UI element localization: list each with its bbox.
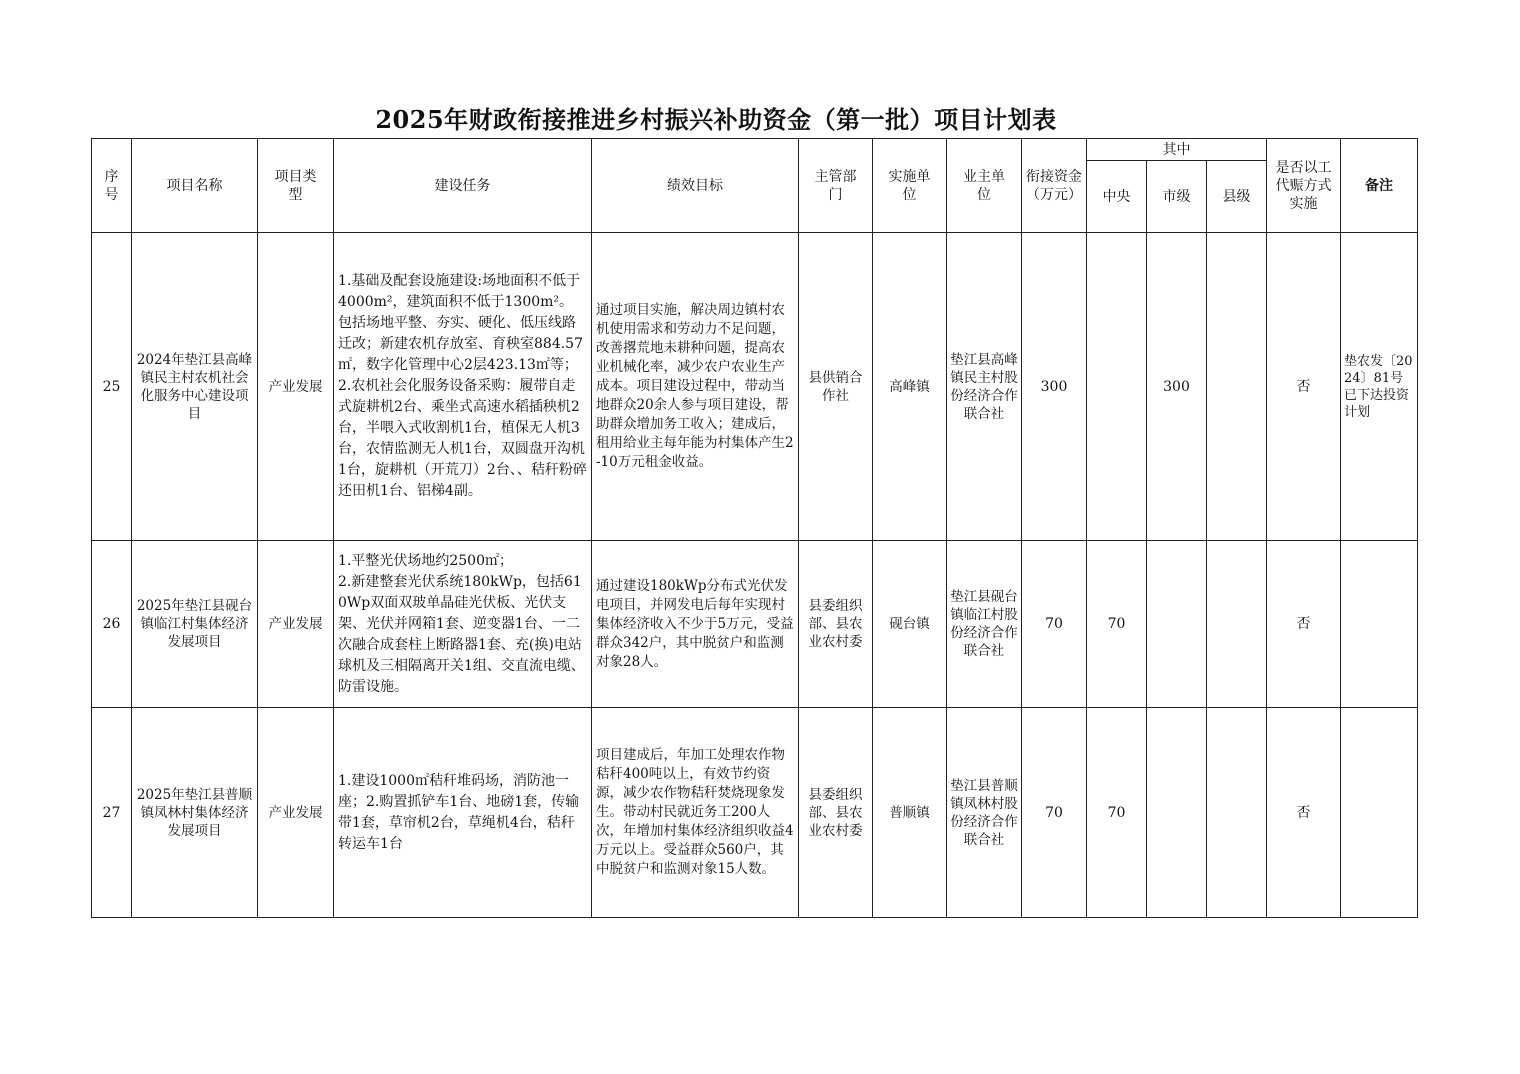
cell-fund: 70 — [1022, 541, 1087, 708]
cell-seq: 25 — [92, 233, 132, 541]
header-central: 中央 — [1087, 161, 1147, 233]
header-city: 市级 — [1147, 161, 1207, 233]
cell-goal: 通过项目实施，解决周边镇村农机使用需求和劳动力不足问题，改善撂荒地未耕种问题，提高农业机械化率，减少农户农业生产成本。项目建设过程中，带动当地群众20余人参与项目建设，帮助群众增加务工收入；建成后，租用给业主每年能为村集体产生2-10万元租金收益。 — [592, 233, 799, 541]
cell-project-name: 2024年垫江县高峰镇民主村农机社会化服务中心建设项目 — [132, 233, 258, 541]
cell-remark — [1341, 708, 1418, 918]
cell-type: 产业发展 — [258, 541, 334, 708]
header-name: 项目名称 — [132, 139, 258, 233]
cell-seq: 27 — [92, 708, 132, 918]
cell-work-relief: 否 — [1267, 233, 1341, 541]
header-fund: 衔接资金（万元） — [1022, 139, 1087, 233]
cell-county — [1207, 541, 1267, 708]
cell-dept: 县供销合作社 — [799, 233, 873, 541]
cell-seq: 26 — [92, 541, 132, 708]
header-task: 建设任务 — [334, 139, 592, 233]
cell-fund: 70 — [1022, 708, 1087, 918]
header-of-which: 其中 — [1087, 139, 1267, 161]
cell-dept: 县委组织部、县农业农村委 — [799, 708, 873, 918]
cell-dept: 县委组织部、县农业农村委 — [799, 541, 873, 708]
cell-central: 70 — [1087, 541, 1147, 708]
cell-goal: 通过建设180kWp分布式光伏发电项目，并网发电后每年实现村集体经济收入不少于5万元，受益群众342户，其中脱贫户和监测对象28人。 — [592, 541, 799, 708]
header-type: 项目类型 — [258, 139, 334, 233]
cell-type: 产业发展 — [258, 708, 334, 918]
cell-central — [1087, 233, 1147, 541]
cell-remark: 垫农发〔2024〕81号已下达投资计划 — [1341, 233, 1418, 541]
cell-task: 1.建设1000㎡秸秆堆码场，消防池一座；2.购置抓铲车1台、地磅1套，传输带1套，草帘机2台，草绳机4台，秸秆转运车1台 — [334, 708, 592, 918]
table-row — [92, 708, 1418, 918]
cell-owner: 垫江县普顺镇凤林村股份经济合作联合社 — [947, 708, 1022, 918]
cell-impl: 普顺镇 — [873, 708, 947, 918]
header-work-relief: 是否以工代赈方式实施 — [1267, 139, 1341, 233]
cell-type: 产业发展 — [258, 233, 334, 541]
cell-county — [1207, 708, 1267, 918]
cell-work-relief: 否 — [1267, 708, 1341, 918]
header-seq: 序号 — [92, 139, 132, 233]
table-row — [92, 541, 1418, 708]
header-row — [92, 139, 1418, 161]
cell-project-name: 2025年垫江县普顺镇凤林村集体经济发展项目 — [132, 708, 258, 918]
cell-city — [1147, 708, 1207, 918]
cell-work-relief: 否 — [1267, 541, 1341, 708]
cell-city: 300 — [1147, 233, 1207, 541]
cell-owner: 垫江县砚台镇临江村股份经济合作联合社 — [947, 541, 1022, 708]
cell-impl: 砚台镇 — [873, 541, 947, 708]
cell-task: 1.基础及配套设施建设:场地面积不低于4000m²，建筑面积不低于1300m²。包括场地平整、夯实、硬化、低压线路迁改；新建农机存放室、育秧室884.57㎡，数字化管理中心2层423.13㎡等； 2.农机社会化服务设备采购：履带自走式旋耕机2台、乘坐式高速水稻插秧机2台，半喂入式收割机1台，植保无人机3台，农情监测无人机1台，双圆盘开沟机1台，旋耕机（开荒刀）2台、、秸秆粉碎还田机1台、铝梯4副。 — [334, 233, 592, 541]
cell-impl: 高峰镇 — [873, 233, 947, 541]
header-remark: 备注 — [1341, 139, 1418, 233]
header-impl: 实施单位 — [873, 139, 947, 233]
cell-city — [1147, 541, 1207, 708]
cell-remark — [1341, 541, 1418, 708]
project-plan-table — [91, 138, 1418, 918]
cell-central: 70 — [1087, 708, 1147, 918]
cell-task: 1.平整光伏场地约2500㎡； 2.新建整套光伏系统180kWp，包括610Wp双面双玻单晶硅光伏板、光伏支架、光伏并网箱1套、逆变器1台、一二次融合成套柱上断路器1套、充(换)电站球机及三相隔离开关1组、交直流电缆、防雷设施。 — [334, 541, 592, 708]
header-county: 县级 — [1207, 161, 1267, 233]
header-goal: 绩效目标 — [592, 139, 799, 233]
cell-fund: 300 — [1022, 233, 1087, 541]
cell-county — [1207, 233, 1267, 541]
header-dept: 主管部门 — [799, 139, 873, 233]
header-owner: 业主单位 — [947, 139, 1022, 233]
cell-goal: 项目建成后，年加工处理农作物秸秆400吨以上，有效节约资源，减少农作物秸秆焚烧现象发生。带动村民就近务工200人次，年增加村集体经济组织收益4万元以上。受益群众560户，其中脱贫户和监测对象15人数。 — [592, 708, 799, 918]
page-title: 2025年财政衔接推进乡村振兴补助资金（第一批）项目计划表 — [375, 105, 1057, 134]
table-row — [92, 233, 1418, 541]
cell-owner: 垫江县高峰镇民主村股份经济合作联合社 — [947, 233, 1022, 541]
cell-project-name: 2025年垫江县砚台镇临江村集体经济发展项目 — [132, 541, 258, 708]
